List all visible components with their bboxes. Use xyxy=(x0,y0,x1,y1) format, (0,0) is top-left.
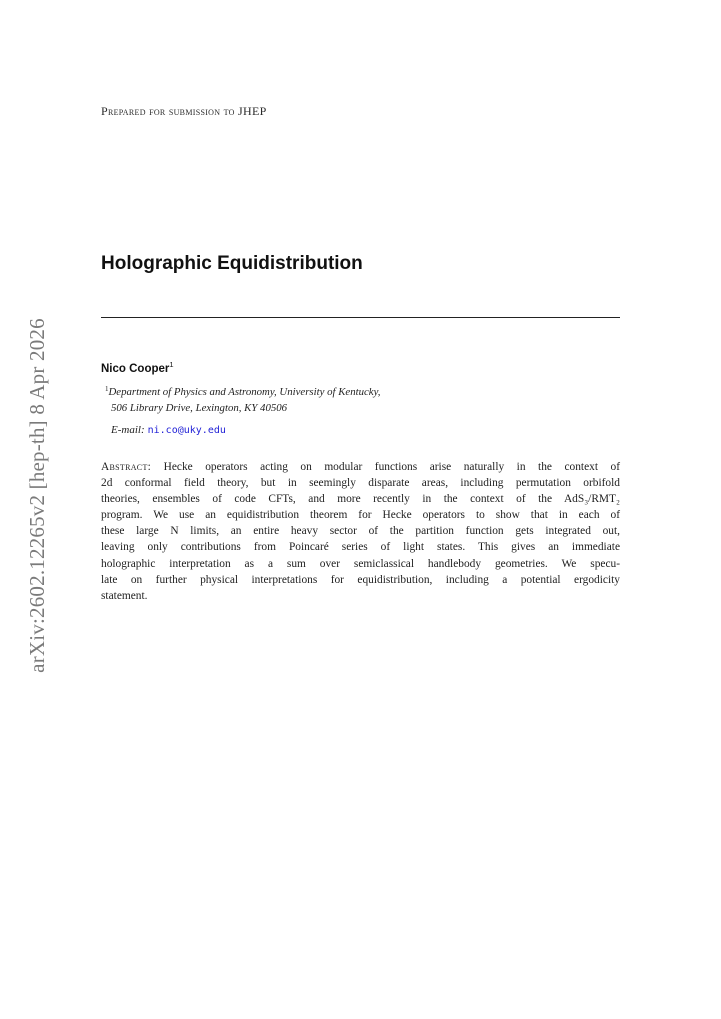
abstract-line: theories, ensembles of code CFTs, and more recently in the context of the AdS₃/RMT₂ xyxy=(101,493,620,506)
affiliation-line-2: 506 Library Drive, Lexington, KY 40506 xyxy=(111,402,288,414)
author-block xyxy=(101,360,174,375)
author-name: Nico Cooper xyxy=(101,363,170,375)
abstract-line: these large N limits, an entire heavy sector of the partition function gets integrated out, xyxy=(101,525,620,538)
abstract-line: leaving only contributions from Poincaré series of light states. This gives an immediate xyxy=(101,541,620,554)
arxiv-stamp xyxy=(22,300,52,690)
abstract-line: Abstract: Hecke operators acting on modular functions arise naturally in the context of xyxy=(101,461,620,473)
abstract-line: statement. xyxy=(101,589,148,602)
affiliation-mark: 1 xyxy=(105,385,109,393)
abstract xyxy=(101,459,620,604)
author-affil-mark: 1 xyxy=(169,360,174,369)
abstract-line: holographic interpretation as a sum over semiclassical handlebody geometries. We specu- xyxy=(101,557,620,570)
email-label: E-mail: xyxy=(111,424,145,436)
email-link[interactable]: ni.co@uky.edu xyxy=(147,425,226,436)
abstract-line: program. We use an equidistribution theorem for Hecke operators to show that in each of xyxy=(101,509,620,522)
affiliation-line-1: Department of Physics and Astronomy, University of Kentucky, xyxy=(108,386,381,398)
submission-note: Prepared for submission to JHEP xyxy=(101,104,267,118)
arxiv-stamp-text: arXiv:2602.12265v2 [hep-th] 8 Apr 2026 xyxy=(24,317,49,673)
email-block xyxy=(111,424,226,436)
abstract-line: late on further physical interpretations for equidistribution, including a potential ergodicity xyxy=(101,573,620,586)
abstract-line: 2d conformal field theory, but in seemingly disparate areas, including permutation orbifold xyxy=(101,477,620,490)
affiliation-block xyxy=(105,381,380,416)
title-rule xyxy=(101,317,620,318)
paper-title: Holographic Equidistribution xyxy=(101,253,363,274)
abstract-heading: Abstract: xyxy=(101,461,152,473)
